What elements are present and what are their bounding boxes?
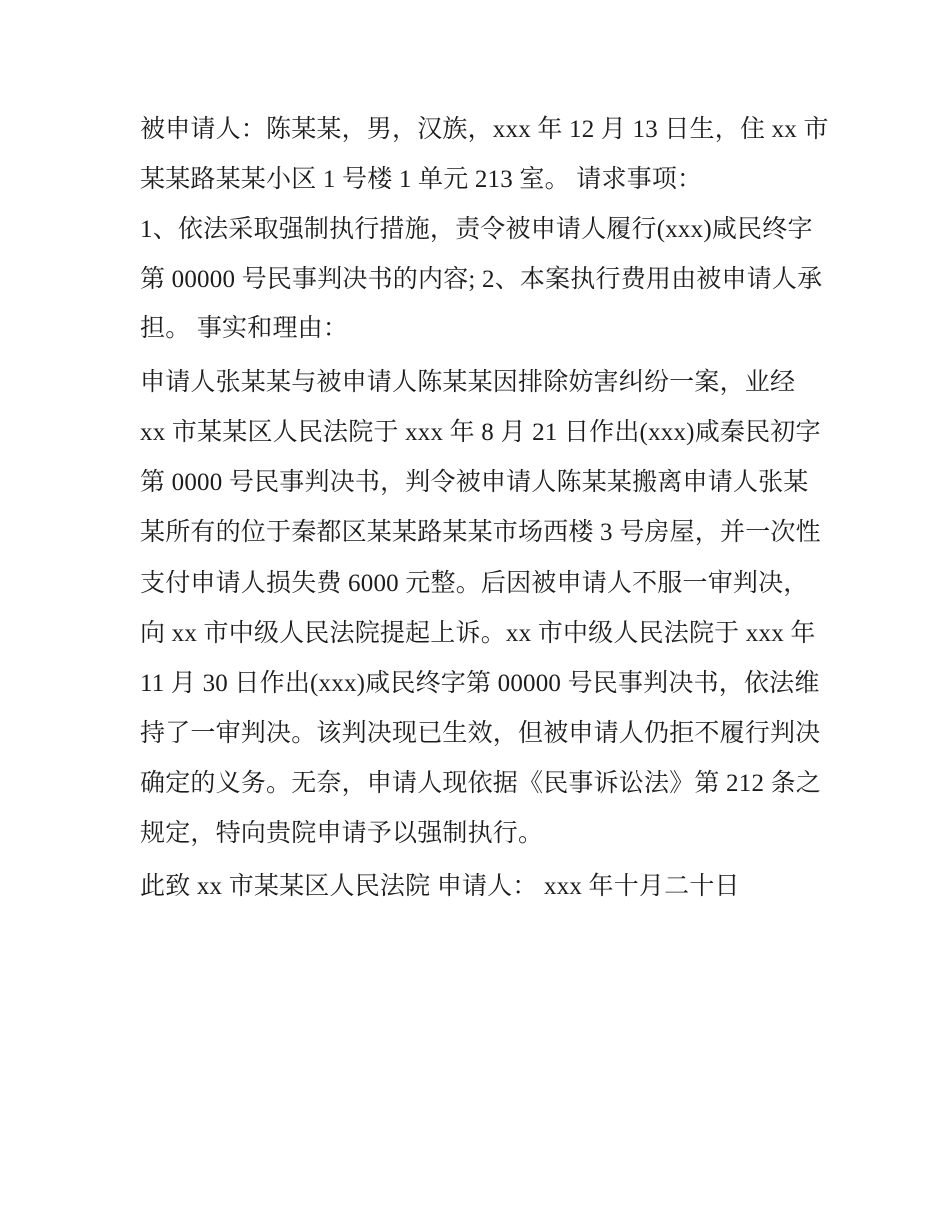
request-item-line-2: 第 00000 号民事判决书的内容; 2、本案执行费用由被申请人承 bbox=[140, 266, 823, 293]
respondent-info-line-2: 某某路某某小区 1 号楼 1 单元 213 室。 请求事项： bbox=[140, 166, 703, 193]
facts-paragraph-line-10: 规定，特向贵院申请予以强制执行。 bbox=[140, 820, 544, 847]
facts-paragraph-line-7: 11 月 30 日作出(xxx)咸民终字第 00000 号民事判决书，依法维 bbox=[140, 670, 820, 697]
facts-paragraph-line-6: 向 xx 市中级人民法院提起上诉。xx 市中级人民法院于 xxx 年 bbox=[140, 620, 816, 647]
facts-paragraph-line-4: 某所有的位于秦都区某某路某某市场西楼 3 号房屋，并一次性 bbox=[140, 519, 821, 546]
facts-paragraph-line-2: xx 市某某区人民法院于 xxx 年 8 月 21 日作出(xxx)咸秦民初字 bbox=[140, 419, 821, 446]
facts-paragraph-line-8: 持了一审判决。该判决现已生效，但被申请人仍拒不履行判决 bbox=[140, 720, 821, 747]
closing-line: 此致 xx 市某某区人民法院 申请人： xxx 年十月二十日 bbox=[140, 873, 740, 900]
facts-paragraph-line-9: 确定的义务。无奈，申请人现依据《民事诉讼法》第 212 条之 bbox=[140, 770, 822, 797]
respondent-info-line-1: 被申请人：陈某某，男，汉族，xxx 年 12 月 13 日生，住 xx 市 bbox=[140, 116, 829, 143]
facts-paragraph-line-5: 支付申请人损失费 6000 元整。后因被申请人不服一审判决， bbox=[140, 570, 809, 597]
facts-heading-line: 担。 事实和理由： bbox=[140, 315, 349, 342]
request-item-line-1: 1、依法采取强制执行措施，责令被申请人履行(xxx)咸民终字 bbox=[140, 216, 813, 243]
facts-paragraph-line-1: 申请人张某某与被申请人陈某某因排除妨害纠纷一案，业经 bbox=[140, 369, 796, 396]
facts-paragraph-line-3: 第 0000 号民事判决书，判令被申请人陈某某搬离申请人张某 bbox=[140, 469, 809, 496]
